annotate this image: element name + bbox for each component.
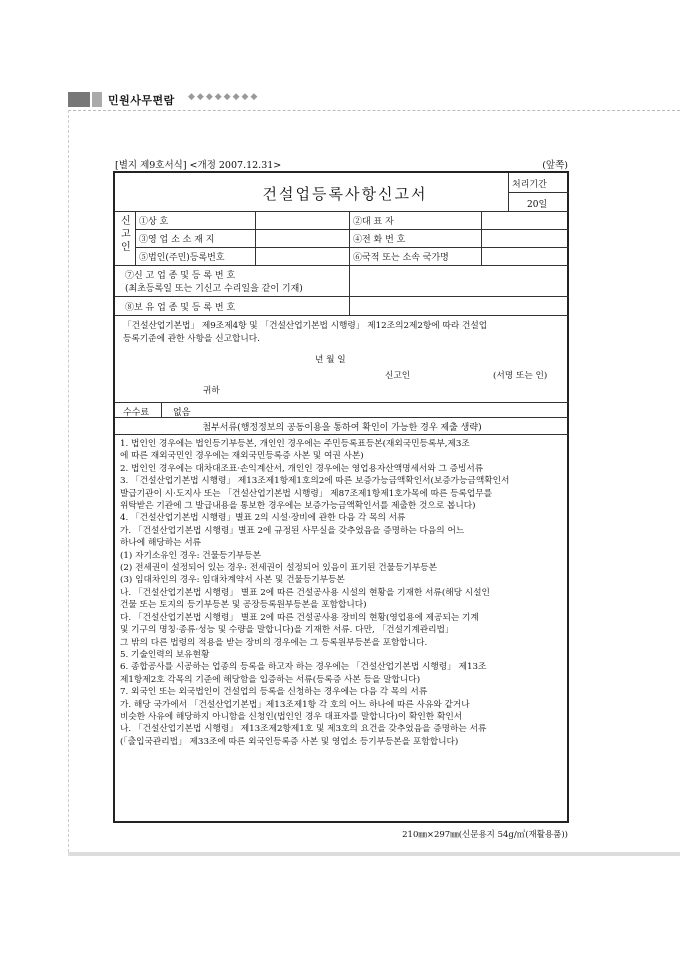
attachment-line: 5. 기술인력의 보유현황 bbox=[120, 649, 210, 660]
rule bbox=[115, 265, 569, 266]
field-label-nationality: ⑥국적 또는 소속 국가명 bbox=[353, 253, 449, 263]
attachment-line: 7. 외국인 또는 외국법인이 건설업의 등록을 신청하는 경우에는 다음 각 목의 서류 bbox=[120, 687, 428, 698]
page-border-left bbox=[68, 110, 69, 852]
attachment-line: 그 밖의 다른 법령의 적용을 받는 장비의 경우에는 그 등록원부등본을 포함합니다. bbox=[120, 637, 428, 648]
attachment-line: 하나에 해당하는 서류 bbox=[120, 538, 202, 549]
declaration-date: 년 월 일 bbox=[315, 355, 346, 365]
rule bbox=[349, 211, 350, 265]
attachment-line: 가. 해당 국가에서 「건설산업기본법」제13조제1항 각 호의 어느 하나에 따른 사유와 같거나 bbox=[120, 699, 470, 710]
applicant-label-char: 고 bbox=[121, 229, 131, 240]
declaration-sign: (서명 또는 인) bbox=[493, 371, 548, 381]
rule bbox=[115, 402, 569, 403]
attachment-line: 다. 「건설산업기본법 시행령」 별표 2에 따른 건설공사용 장비의 현황(영업용에 제공되는 기계 bbox=[120, 612, 479, 623]
attachment-line: 4. 「건설산업기본법 시행령」별표 2의 시설·장비에 관한 다음 각 목의 서류 bbox=[120, 513, 406, 524]
field-label-report-type: ⑦신 고 업 종 및 등 록 번 호 bbox=[125, 271, 236, 281]
applicant-label-char: 신 bbox=[121, 216, 131, 227]
attachment-line: (2) 전세권이 설정되어 있는 경우: 전세권이 설정되어 있음이 표기된 건물등기부등본 bbox=[120, 563, 438, 574]
attachment-line: (「출입국관리법」 제33조에 따른 외국인등록증 사본 및 영업소 등기부등본을 포함합니다) bbox=[120, 736, 459, 747]
rule bbox=[135, 229, 569, 230]
applicant-label bbox=[121, 215, 131, 254]
field-label-office-address: ③영 업 소 소 재 지 bbox=[139, 235, 215, 245]
attachment-line: 나. 「건설산업기본법 시행령」 제13조제2항제1호 및 제3호의 요건을 갖추었음을 증명하는 서류 bbox=[120, 724, 487, 735]
rule bbox=[115, 434, 569, 435]
declaration-to: 귀하 bbox=[203, 386, 220, 396]
attachment-line: 3. 「건설산업기본법 시행령」 제13조제1항제1호의2에 따른 보증가능금액확인서(보증가능금액확인서 bbox=[120, 476, 510, 487]
page-border-top bbox=[68, 110, 680, 111]
field-label-reg-number: ⑤법인(주민)등록번호 bbox=[139, 253, 225, 263]
attachment-line: 에 따른 재외국민인 경우에는 재외국민등록증 사본 및 여권 사본) bbox=[120, 451, 364, 462]
field-label-phone: ④전 화 번 호 bbox=[353, 235, 406, 245]
attachment-line: (1) 자기소유인 경우: 건물등기부등본 bbox=[120, 550, 262, 561]
rule bbox=[115, 211, 569, 212]
attachment-line: 위탁받은 기관에 그 발급내용을 통보한 경우에는 보증가능금액확인서를 제출한 것으로 봅니다) bbox=[120, 501, 476, 512]
processing-label: 처리기간 bbox=[512, 180, 547, 190]
attachments-title: 첨부서류(행정정보의 공동이용을 통하여 확인이 가능한 경우 제출 생략) bbox=[202, 423, 482, 433]
processing-value: 20일 bbox=[527, 200, 548, 210]
rule bbox=[135, 247, 569, 248]
form-number: [별지 제9호서식] <개정 2007.12.31> bbox=[115, 160, 282, 171]
attachment-line: 건물 또는 토지의 등기부등본 및 공장등록원부등본을 포함합니다) bbox=[120, 600, 367, 611]
rule bbox=[481, 211, 482, 265]
declaration-applicant: 신고인 bbox=[385, 371, 411, 381]
field-label-trade-name: ①상 호 bbox=[139, 217, 169, 227]
attachment-line: 2. 법인인 경우에는 대차대조표·손익계산서, 개인인 경우에는 영업용자산액명세서와 그 증빙서류 bbox=[120, 463, 484, 474]
rule bbox=[135, 211, 136, 265]
header-dots: ◆◆◆◆◆◆◆◆ bbox=[188, 92, 260, 102]
declaration-line-2: 등록기준에 관한 사항을 신고합니다. bbox=[123, 334, 260, 344]
rule bbox=[349, 265, 350, 315]
attachment-line: 및 기구의 명칭·종류·성능 및 수량을 말합니다)을 기재한 서류. 다만, 「건설기계관리법」 bbox=[120, 625, 454, 636]
rule bbox=[115, 315, 569, 316]
fee-label: 수수료 bbox=[123, 408, 150, 418]
page-border-bottom bbox=[68, 852, 680, 856]
attachment-line: 나. 「건설산업기본법 시행령」 별표 2에 따른 건설공사용 시설의 현황을 기재한 서류(해당 시설인 bbox=[120, 587, 490, 598]
rule bbox=[115, 417, 569, 418]
rule bbox=[508, 192, 569, 193]
applicant-label-char: 인 bbox=[121, 242, 131, 253]
header-title: 민원사무편람 bbox=[108, 94, 175, 107]
attachments-list bbox=[120, 438, 509, 748]
attachment-line: 가. 「건설산업기본법 시행령」별표 2에 규정된 사무실을 갖추었음을 증명하는 다음의 어느 bbox=[120, 525, 465, 536]
rule bbox=[255, 211, 256, 265]
field-label-held-type: ⑧보 유 업 종 및 등 록 번 호 bbox=[125, 303, 236, 313]
attachment-line: 6. 종합공사를 시공하는 업종의 등록을 하고자 하는 경우에는 「건설산업기본법 시행령」 제13조 bbox=[120, 662, 487, 673]
field-note-report-type: (최초등록일 또는 기신고 수리일을 같이 기재) bbox=[125, 284, 303, 294]
page-side-label: (앞쪽) bbox=[542, 160, 568, 171]
attachment-line: (3) 임대차인의 경우: 임대차계약서 사본 및 건물등기부등본 bbox=[120, 575, 345, 586]
rule bbox=[115, 296, 569, 297]
attachment-line: 1. 법인인 경우에는 법인등기부등본, 개인인 경우에는 주민등록표등본(재외국민등록부,제3조 bbox=[120, 439, 470, 449]
field-label-representative: ②대 표 자 bbox=[353, 217, 394, 227]
rule bbox=[161, 402, 162, 417]
paper-spec: 210㎜×297㎜(신문용지 54g/㎡(재활용품)) bbox=[402, 830, 568, 840]
form-title: 건설업등록사항신고서 bbox=[262, 185, 428, 203]
header-accent bbox=[68, 92, 90, 107]
attachment-line: 발급기관이 시·도지사 또는 「건설산업기본법 시행령」 제87조제1항제1호가목에 따른 등록업무를 bbox=[120, 488, 493, 499]
report-form bbox=[113, 171, 569, 823]
attachment-line: 비슷한 사유에 해당하지 아니함을 신청인(법인인 경우 대표자를 말합니다)이 확인한 확인서 bbox=[120, 711, 463, 722]
declaration-line-1: 「건설산업기본법」 제9조제4항 및 「건설산업기본법 시행령」 제12조의2제2항에 따라 건설업 bbox=[123, 321, 488, 331]
header-accent-light bbox=[92, 92, 102, 107]
fee-value: 없음 bbox=[173, 408, 191, 418]
attachment-line: 제1항제2호 각목의 기준에 해당함을 입증하는 서류(등록증 사본 등을 말합니다) bbox=[120, 674, 421, 685]
